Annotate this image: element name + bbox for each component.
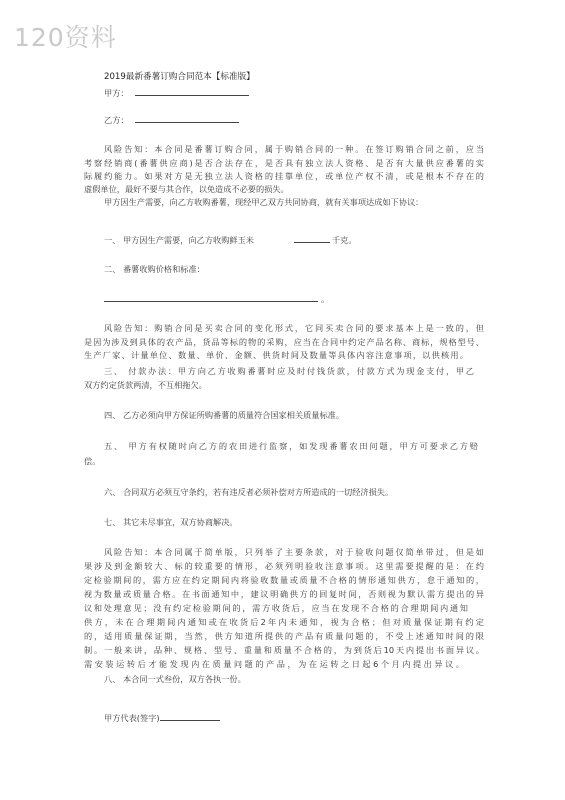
risk-notice-3-line: 风险告知：本合同属于简单版，只列举了主要条款，对于验收问题仅简单带过，但是如 <box>104 547 484 557</box>
party-b-line <box>104 114 239 126</box>
clause-5-line: 偿。 <box>84 456 101 466</box>
risk-notice-2-line: 风险告知：购销合同是买卖合同的变化形式，它同买卖合同的要求基本上是一致的，但 <box>104 323 484 333</box>
signature-blank <box>160 712 220 721</box>
clause-2: 二、 番薯收购价格和标准： <box>104 264 205 274</box>
risk-notice-3-line: 定检验期间的，需方应在约定期间内将验收数量或质量不合格的情形通知供方，怠于通知的， <box>84 575 484 585</box>
party-a-line <box>104 87 249 99</box>
risk-notice-2-line: 生产厂家、计量单位、数量、单价、金额、供货时间及数量等具体内容注意事项，以供核用。 <box>84 350 468 360</box>
clause-6: 六、 合同双方必须互守条约，若有违反者必须补偿对方所造成的一切经济损失。 <box>104 487 394 497</box>
clause-2-end: 。 <box>321 294 330 304</box>
price-standard-blank <box>104 293 318 302</box>
risk-notice-3-line: 供方，未在合理期间内通知或在收货后2年内未通知，视为合格；但对质量保证期有约定 <box>84 617 484 627</box>
party-b-label: 乙方： <box>104 115 129 125</box>
intro-paragraph: 甲方因生产需要，向乙方收购番薯，现经甲乙双方共同协商，就有关事项达成如下协议： <box>104 197 424 207</box>
risk-notice-3-line: 视为数量或质量合格。在书面通知中，建议明确供方的回复时间，否则视为默认需方提出的异 <box>84 589 484 599</box>
risk-notice-1-line: 风险告知：本合同是番薯订购合同，属于购销合同的一种。在签订购销合同之前，应当 <box>104 144 484 154</box>
risk-notice-3-line: 议和处理意见；没有约定检验期间的，需方收货后，应当在发现不合格的合理期间内通知 <box>84 603 468 613</box>
clause-7: 七、 其它未尽事宜，双方协商解决。 <box>104 517 238 527</box>
signature-label: 甲方代表(签字) <box>104 713 160 723</box>
risk-notice-3-line: 需安装运转后才能发现内在质量问题的产品，为在运转之日起6个月内提出异议。 <box>84 659 464 669</box>
clause-8: 八、 本合同一式叁份，双方各执一份。 <box>104 674 246 684</box>
clause-1 <box>104 234 357 246</box>
party-a-blank <box>135 87 249 96</box>
clause-3-line: 三、 付款办法：甲方向乙方收购番薯时应及时付钱货款，付款方式为现金支付，甲乙 <box>104 366 474 376</box>
risk-notice-3-line: 的，适用质量保证期，当然，供方知道所提供的产品有质量问题的，不受上述通知时间的限 <box>84 631 484 641</box>
clause-1-text: 一、 甲方因生产需要，向乙方收购鲜玉米 <box>104 235 254 245</box>
quantity-blank <box>294 234 330 243</box>
risk-notice-3-line: 制。一般来讲，品种、规格、型号、重量和质量不合格的，为到货后10天内提出书面异议。 <box>84 645 484 655</box>
party-a-label: 甲方： <box>104 88 129 98</box>
clause-4: 四、 乙方必须向甲方保证所购番薯的质量符合国家相关质量标准。 <box>104 410 345 420</box>
party-b-blank <box>135 114 239 123</box>
risk-notice-2-line: 是因为涉及到具体的农产品，货品等标的物的采购，应当在合同中约定产品名称、商标，规格型号、 <box>84 337 484 347</box>
document-title: 2019最新番薯订购合同范本【标准版】 <box>104 72 255 82</box>
clause-2-blank-line <box>104 293 329 305</box>
clause-1-unit: 千克。 <box>331 235 357 245</box>
clause-5-line: 五、 甲方有权随时向乙方的农田进行监察，如发现番薯农田问题，甲方可要求乙方赔 <box>104 441 478 451</box>
risk-notice-1-line: 际履约能力。如果对方是无独立法人资格的挂靠单位，或单位产权不清，或是根本不存在的 <box>84 171 484 181</box>
clause-3-line: 双方约定货款两清，不互相拖欠。 <box>84 380 207 390</box>
risk-notice-3-line: 果涉及到金额较大、标的较重要的情形，必须列明验收注意事项。这里需要提醒的是：在约 <box>84 561 484 571</box>
risk-notice-1-line: 考察经销商(番薯供应商)是否合法存在，是否具有独立法人资格、是否有大量供应番薯的实 <box>84 158 484 168</box>
signature-party-a <box>104 712 220 724</box>
risk-notice-1-line: 虚假单位，最好不要与其合作，以免造成不必要的损失。 <box>84 184 289 194</box>
watermark: 120资料 <box>14 23 117 52</box>
